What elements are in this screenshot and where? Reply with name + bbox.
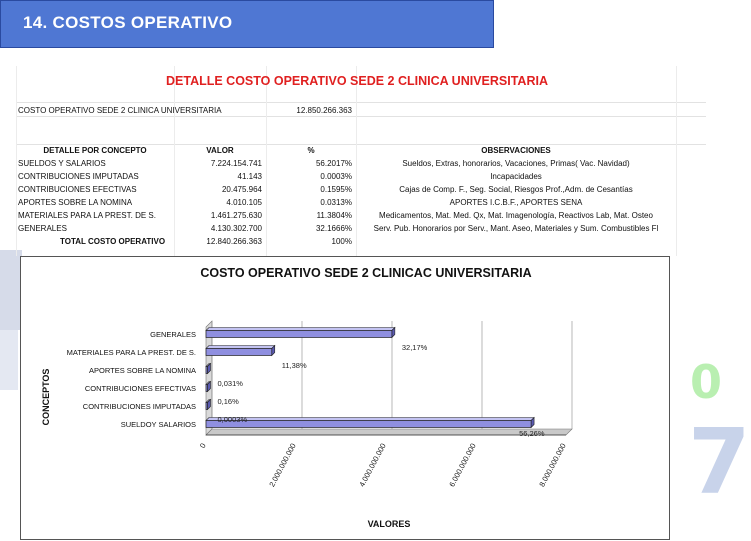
grid-line (16, 144, 706, 145)
chart-title: COSTO OPERATIVO SEDE 2 CLINICAC UNIVERSITARIA (200, 266, 532, 280)
column-header-percent: % (307, 146, 315, 155)
summary-value: 12.850.266.363 (296, 106, 352, 115)
table-title: DETALLE COSTO OPERATIVO SEDE 2 CLINICA UNIVERSITARIA (166, 74, 548, 88)
bar (206, 331, 392, 338)
total-label: TOTAL COSTO OPERATIVO (60, 237, 166, 246)
bar (206, 367, 208, 374)
data-label: 0,031% (217, 379, 243, 388)
table-cell-value: 7.224.154.741 (210, 159, 262, 168)
table-cell-observation: Incapacidades (490, 172, 542, 181)
data-label: 0,16% (217, 397, 239, 406)
bar-top (206, 346, 275, 349)
table-cell-percent: 0.1595% (320, 185, 352, 194)
x-tick-label: 0 (197, 441, 208, 450)
bar (206, 421, 531, 428)
table-cell-concept: SUELDOS Y SALARIOS (18, 159, 106, 168)
table-cell-observation: APORTES I.C.B.F., APORTES SENA (449, 198, 583, 207)
title-banner (0, 0, 494, 48)
grid-line (676, 66, 677, 256)
table-cell-observation: Serv. Pub. Honorarios por Serv., Mant. Aseo, Materiales y Sum. Combustibles Fl (373, 224, 659, 233)
decorative-glyph-zero: 0 (690, 355, 723, 409)
grid-line (16, 66, 17, 256)
table-cell-percent: 11.3804% (316, 211, 352, 220)
category-label: SUELDOY SALARIOS (120, 420, 196, 429)
decorative-stripe-left (0, 330, 18, 390)
x-axis-label: VALORES (367, 519, 411, 529)
x-tick-label: 6.000.000.000 (447, 441, 478, 489)
table-cell-percent: 32.1666% (315, 224, 352, 233)
decorative-shape-left (0, 250, 22, 330)
table-cell-concept: APORTES SOBRE LA NOMINA (18, 198, 133, 207)
table-cell-value: 41.143 (237, 172, 262, 181)
table-cell-observation: Cajas de Comp. F., Seg. Social, Riesgos Prof.,Adm. de Cesantías (399, 185, 633, 194)
bar-chart (20, 256, 670, 540)
column-header-concept: DETALLE POR CONCEPTO (43, 146, 147, 155)
total-percent: 100% (331, 237, 352, 246)
chart-floor (206, 429, 572, 435)
chart-canvas (21, 257, 671, 541)
table-cell-percent: 56.2017% (315, 159, 352, 168)
x-tick-label: 8.000.000.000 (537, 441, 568, 489)
table-cell-concept: CONTRIBUCIONES IMPUTADAS (18, 172, 139, 181)
data-label: 32,17% (401, 343, 428, 352)
category-label: APORTES SOBRE LA NOMINA (89, 366, 196, 375)
category-label: CONTRIBUCIONES IMPUTADAS (82, 402, 196, 411)
bar (206, 385, 208, 392)
table-cell-percent: 0.0003% (320, 172, 352, 181)
y-axis-label: CONCEPTOS (41, 368, 51, 426)
x-tick-label: 4.000.000.000 (357, 441, 388, 489)
category-label: GENERALES (150, 330, 196, 339)
table-cell-concept: GENERALES (18, 224, 67, 233)
table-cell-percent: 0.0313% (320, 198, 352, 207)
total-value: 12.840.266.363 (206, 237, 262, 246)
table-cell-observation: Medicamentos, Mat. Med. Qx, Mat. Imagenología, Reactivos Lab, Mat. Osteo (379, 211, 653, 220)
bar (206, 403, 208, 410)
table-cell-concept: CONTRIBUCIONES EFECTIVAS (18, 185, 137, 194)
summary-label: COSTO OPERATIVO SEDE 2 CLINICA UNIVERSITARIA (18, 106, 222, 115)
bar-top (206, 418, 534, 421)
grid-line (16, 102, 706, 103)
table-cell-observation: Sueldos, Extras, honorarios, Vacaciones, Primas( Vac. Navidad) (402, 159, 630, 168)
bar-top (206, 328, 395, 331)
column-header-observations: OBSERVACIONES (481, 146, 551, 155)
table-cell-value: 4.010.105 (226, 198, 262, 207)
page-title: 14. COSTOS OPERATIVO (23, 13, 233, 32)
table-cell-value: 4.130.302.700 (210, 224, 262, 233)
decorative-glyph-seven: 7 (688, 410, 751, 515)
column-header-value: VALOR (206, 146, 234, 155)
table-cell-concept: MATERIALES PARA LA PREST. DE S. (18, 211, 156, 220)
x-tick-label: 2.000.000.000 (267, 441, 298, 489)
table-cell-value: 20.475.964 (221, 185, 262, 194)
bar (206, 349, 272, 356)
category-label: MATERIALES PARA LA PREST. DE S. (66, 348, 196, 357)
category-label: CONTRIBUCIONES EFECTIVAS (84, 384, 196, 393)
grid-line (16, 116, 706, 117)
data-label: 0,0003% (217, 415, 248, 424)
data-label: 11,38% (281, 361, 307, 370)
spreadsheet-table (16, 66, 706, 256)
data-label: 56,26% (519, 429, 545, 438)
table-cell-value: 1.461.275.630 (210, 211, 262, 220)
